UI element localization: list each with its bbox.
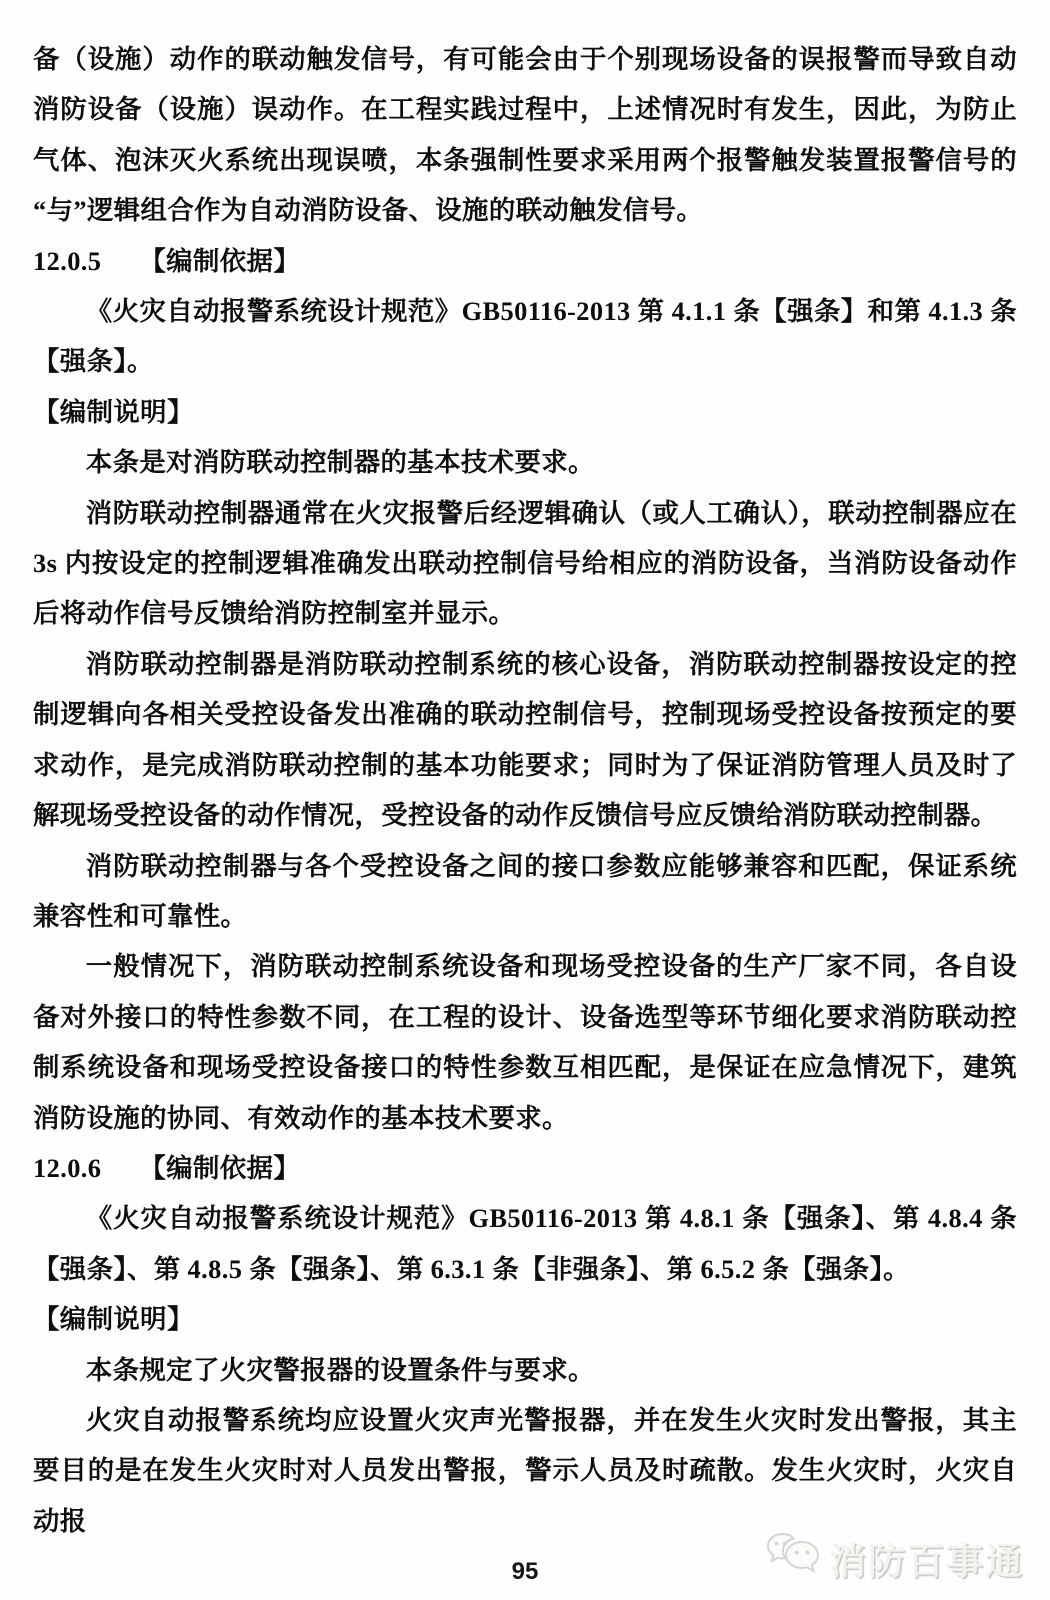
subsection-heading: 【编制说明】 [33, 396, 194, 427]
body-paragraph: 火灾自动报警系统均应设置火灾声光警报器，并在发生火灾时发出警报，其主要目的是在发生火灾时对人员发出警报，警示人员及时疏散。发生火灾时，火灾自动报 [33, 1404, 1017, 1536]
body-paragraph: 《火灾自动报警系统设计规范》GB50116-2013 第 4.8.1 条【强条】、第 4.8.4 条【强条】、第 4.8.5 条【强条】、第 6.3.1 条【非强条】、第 6.5.2 条【强条】。 [33, 1203, 1017, 1284]
body-paragraph: 备（设施）动作的联动触发信号，有可能会由于个别现场设备的误报警而导致自动消防设备（设施）误动作。在工程实践过程中，上述情况时有发生，因此，为防止气体、泡沫灭火系统出现误喷，本条强制性要求采用两个报警触发装置报警信号的“与”逻辑组合作为自动消防设备、设施的联动触发信号。 [33, 44, 1017, 226]
section-heading [33, 236, 1017, 286]
body-paragraph: 《火灾自动报警系统设计规范》GB50116-2013 第 4.1.1 条【强条】和第 4.1.3 条【强条】。 [33, 296, 1017, 377]
body-paragraph: 消防联动控制器与各个受控设备之间的接口参数应能够兼容和匹配，保证系统兼容性和可靠性。 [33, 850, 1017, 931]
document-content [33, 34, 1017, 1546]
section-number: 12.0.5 [33, 245, 102, 276]
subsection-heading: 【编制说明】 [33, 1304, 194, 1335]
watermark-text: 消防百事通 [829, 1542, 1024, 1583]
body-paragraph: 本条是对消防联动控制器的基本技术要求。 [85, 447, 595, 478]
body-paragraph: 本条规定了火灾警报器的设置条件与要求。 [85, 1354, 595, 1385]
body-paragraph: 消防联动控制器通常在火灾报警后经逻辑确认（或人工确认），联动控制器应在 3s 内按设定的控制逻辑准确发出联动控制信号给相应的消防设备，当消防设备动作后将动作信号反馈给消防控制室并显示。 [33, 497, 1017, 629]
section-label: 【编制依据】 [139, 1152, 301, 1183]
section-label: 【编制依据】 [139, 245, 301, 276]
body-paragraph: 一般情况下，消防联动控制系统设备和现场受控设备的生产厂家不同，各自设备对外接口的特性参数不同，在工程的设计、设备选型等环节细化要求消防联动控制系统设备和现场受控设备接口的特性参数互相匹配，是保证在应急情况下，建筑消防设施的协同、有效动作的基本技术要求。 [33, 951, 1017, 1133]
section-number: 12.0.6 [33, 1152, 102, 1183]
page-number: 95 [511, 1558, 539, 1585]
section-heading [33, 1143, 1017, 1193]
body-paragraph: 消防联动控制器是消防联动控制系统的核心设备，消防联动控制器按设定的控制逻辑向各相关受控设备发出准确的联动控制信号，控制现场受控设备按预定的要求动作，是完成消防联动控制的基本功能要求；同时为了保证消防管理人员及时了解现场受控设备的动作情况，受控设备的动作反馈信号应反馈给消防联动控制器。 [33, 648, 1017, 831]
